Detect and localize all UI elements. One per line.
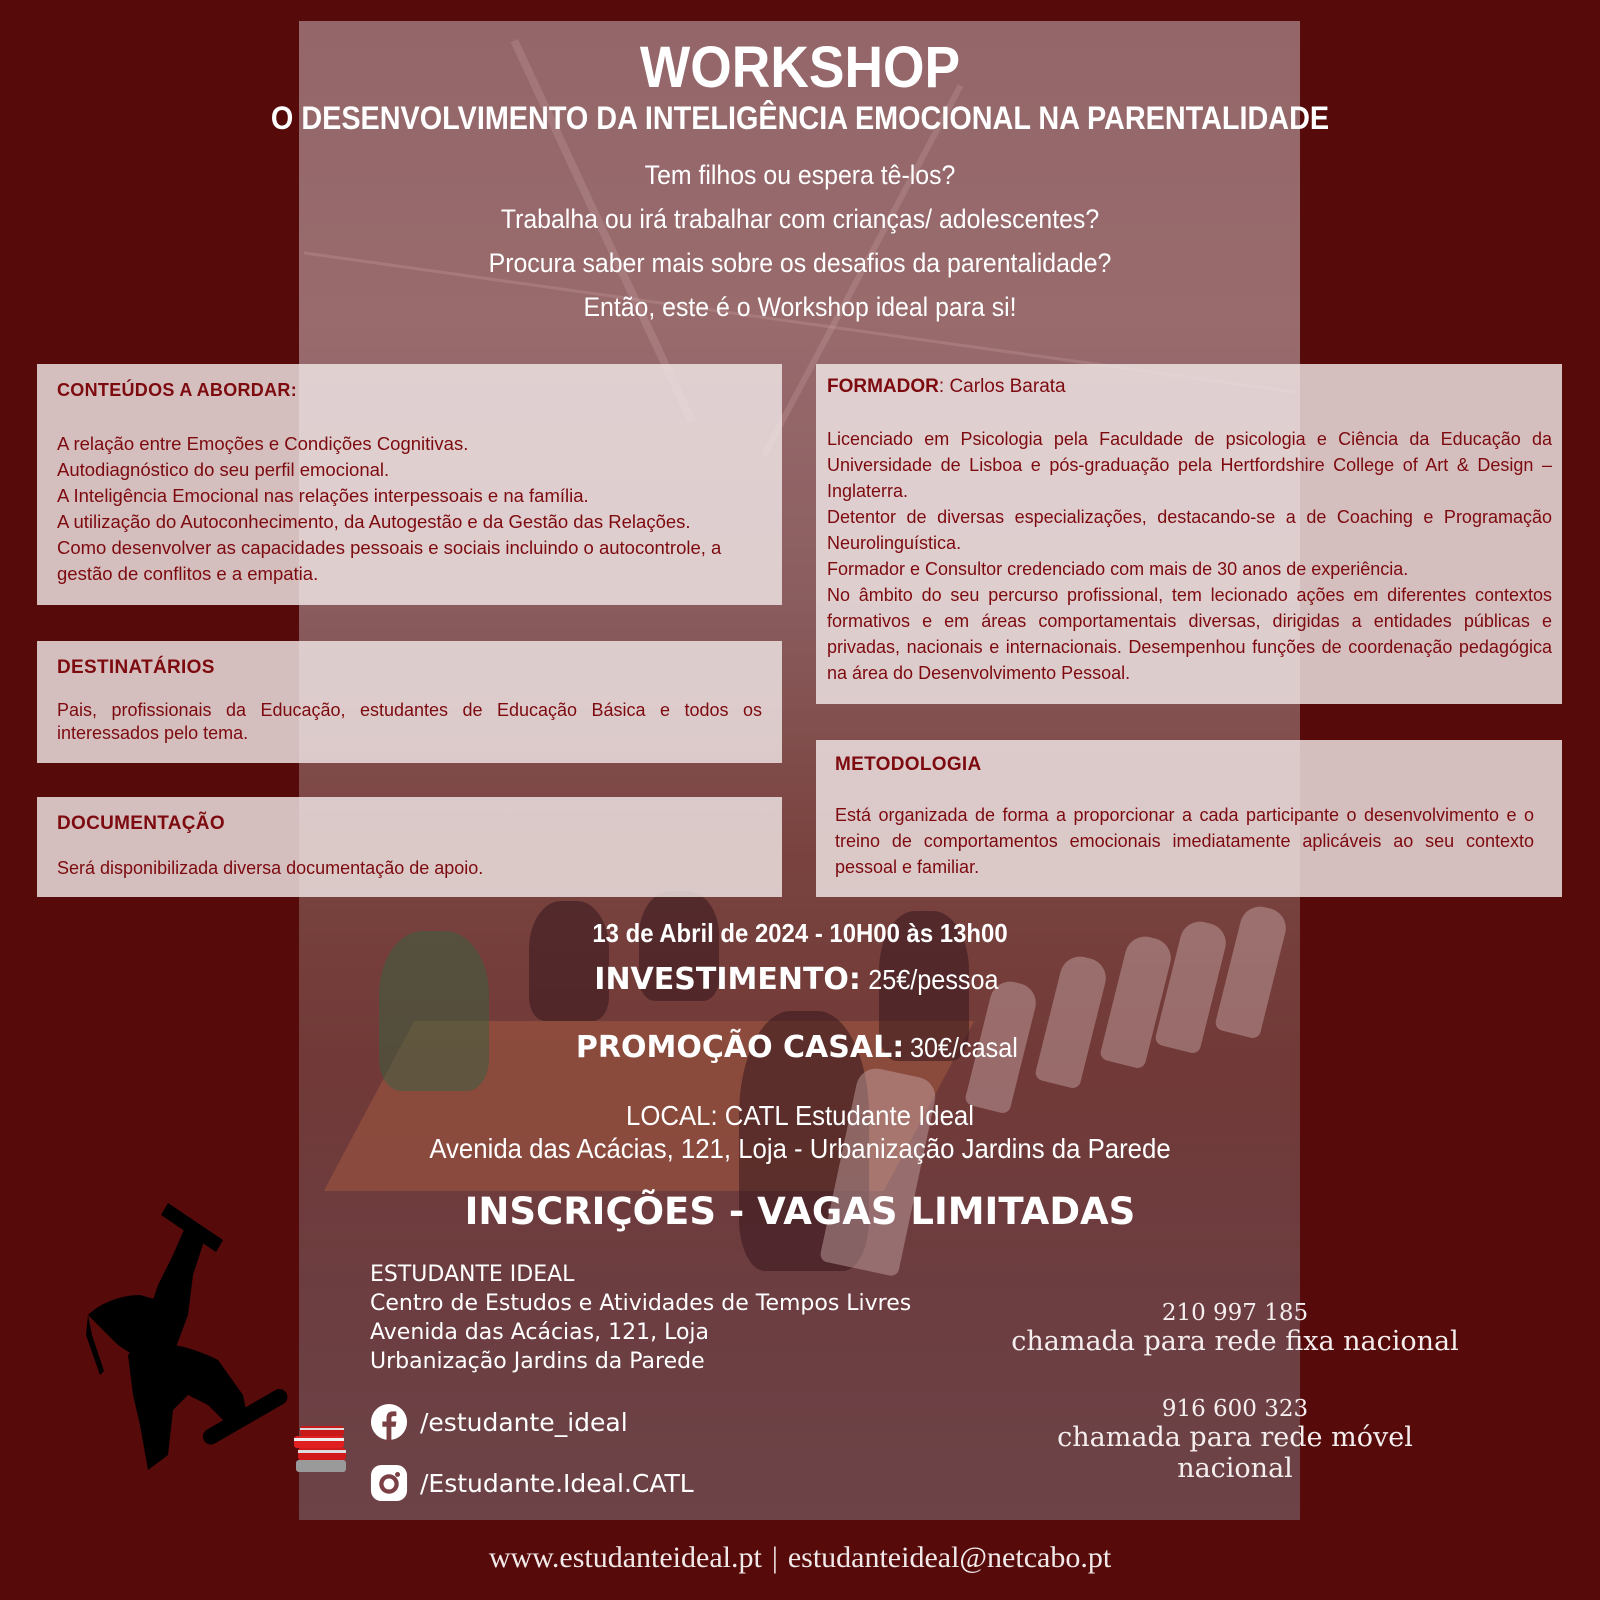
intro-question: Então, este é o Workshop ideal para si! [583, 292, 1017, 322]
phone-landline-number[interactable]: 210 997 185 [1161, 1300, 1309, 1326]
organization-name: ESTUDANTE IDEAL [370, 1262, 575, 1287]
registration-banner: INSCRIÇÕES - VAGAS LIMITADAS [464, 1190, 1136, 1233]
methodology-card [816, 740, 1562, 897]
event-location: LOCAL: CATL Estudante Ideal [626, 1100, 974, 1131]
methodology-text: Está organizada de forma a proporcionar a cada participante o desenvolvimento e o treino de comportamentos emocionais imediatamente aplicáveis ao seu contexto pessoal e familiar. [835, 805, 1534, 877]
documentation-heading: DOCUMENTAÇÃO [57, 813, 225, 834]
trainer-heading [827, 376, 1552, 398]
workshop-subtitle: O DESENVOLVIMENTO DA INTELIGÊNCIA EMOCIONAL NA PARENTALIDADE [270, 100, 1330, 136]
methodology-heading: METODOLOGIA [835, 754, 982, 775]
documentation-card [37, 797, 782, 897]
books-icon [292, 1420, 354, 1478]
audience-heading: DESTINATÁRIOS [57, 657, 215, 678]
organization-area: Urbanização Jardins da Parede [370, 1349, 705, 1374]
email-link[interactable]: estudanteideal@netcabo.pt [787, 1541, 1112, 1574]
footer-contact [0, 1541, 1600, 1575]
contents-item: Como desenvolver as capacidades pessoais e sociais incluindo o autocontrole, a gestão de conflitos e a empatia. [57, 537, 722, 584]
event-address: Avenida das Acácias, 121, Loja - Urbanização Jardins da Parede [429, 1133, 1171, 1164]
contents-item: A relação entre Emoções e Condições Cognitivas. [57, 433, 469, 454]
audience-card [37, 641, 782, 763]
contents-heading: CONTEÚDOS A ABORDAR: [57, 380, 297, 400]
audience-text: Pais, profissionais da Educação, estudantes de Educação Básica e todos os interessados pelo tema. [57, 700, 762, 743]
instagram-icon [370, 1464, 408, 1502]
price-couple-value: 30€/casal [910, 1032, 1019, 1063]
workshop-title: WORKSHOP [639, 35, 961, 100]
phone-landline [1000, 1300, 1470, 1357]
intro-question: Trabalha ou irá trabalhar com crianças/ adolescentes? [500, 204, 1100, 234]
facebook-handle: /estudante_ideal [420, 1407, 628, 1437]
facebook-icon [370, 1403, 408, 1441]
contents-item: A utilização do Autoconhecimento, da Autogestão e da Gestão das Relações. [57, 511, 691, 532]
trainer-name: : Carlos Barata [938, 376, 1066, 397]
trainer-bio-paragraph: Detentor de diversas especializações, destacando-se a de Coaching e Programação Neurolinguística. [827, 507, 1552, 553]
price-couple-label: PROMOÇÃO CASAL: [575, 1030, 905, 1065]
price-individual [0, 962, 1600, 997]
trainer-label: FORMADOR [827, 376, 939, 397]
phone-landline-description: chamada para rede fixa nacional [1011, 1326, 1459, 1357]
instagram-link[interactable] [370, 1464, 694, 1502]
trainer-bio-paragraph: Formador e Consultor credenciado com mais de 30 anos de experiência. [827, 559, 1409, 579]
intro-question: Procura saber mais sobre os desafios da parentalidade? [488, 248, 1112, 278]
instagram-handle: /Estudante.Ideal.CATL [420, 1468, 694, 1498]
facebook-link[interactable] [370, 1403, 628, 1441]
footer-separator: | [771, 1541, 778, 1574]
intro-question: Tem filhos ou espera tê-los? [644, 160, 956, 190]
website-link[interactable]: www.estudanteideal.pt [488, 1541, 762, 1574]
trainer-bio-paragraph: Licenciado em Psicologia pela Faculdade de psicologia e Ciência da Educação da Universidade de Lisboa e pós-graduação pela Hertfordshire College of Art & Design – Inglaterra. [827, 429, 1552, 501]
documentation-text: Será disponibilizada diversa documentação de apoio. [57, 858, 484, 878]
contents-card [37, 364, 782, 605]
organization-info [370, 1260, 911, 1376]
phone-mobile-description: chamada para rede móvel nacional [1057, 1422, 1413, 1484]
contents-item: A Inteligência Emocional nas relações interpessoais e na família. [57, 485, 589, 506]
trainer-bio-paragraph: No âmbito do seu percurso profissional, tem lecionado ações em diferentes contextos formativos e em áreas comportamentais diversas, dirigidas a entidades públicas e privadas, nacionais e internacionais. Desempenhou funções de coordenação pedagógica na área do Desenvolvimento Pessoal. [827, 585, 1552, 683]
organization-street: Avenida das Acácias, 121, Loja [370, 1320, 709, 1345]
price-individual-label: INVESTIMENTO: [594, 962, 861, 997]
organization-description: Centro de Estudos e Atividades de Tempos Livres [370, 1291, 912, 1316]
phone-mobile-number[interactable]: 916 600 323 [1161, 1396, 1309, 1422]
event-date-time: 13 de Abril de 2024 - 10H00 às 13h00 [592, 918, 1008, 948]
price-individual-value: 25€/pessoa [868, 964, 999, 995]
skater-silhouette-logo [78, 1195, 298, 1485]
price-couple [0, 1030, 1600, 1065]
contents-item: Autodiagnóstico do seu perfil emocional. [57, 459, 390, 480]
trainer-card [816, 364, 1562, 704]
phone-mobile [1000, 1396, 1470, 1484]
